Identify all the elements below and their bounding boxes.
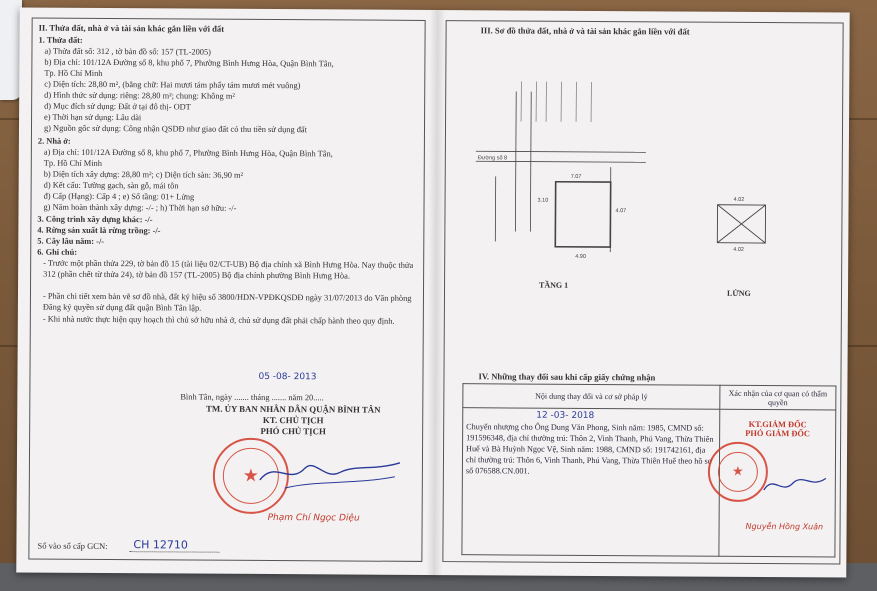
confirm-signature <box>760 470 830 500</box>
section2-title: II. Thửa đất, nhà ở và tài sản khác gắn liền với đất <box>38 22 225 34</box>
land-heading: 1. Thửa đất: <box>38 35 83 45</box>
house-structure: d) Kết cấu: Tường gạch, sàn gỗ, mái tôn <box>43 180 179 191</box>
changes-col-content: Nội dung thay đổi và cơ sở pháp lý <box>463 384 720 410</box>
land-address-city: Tp. Hồ Chí Minh <box>44 68 103 78</box>
issue-date-handwritten: 05 -08- 2013 <box>258 371 317 383</box>
place-date-line: Bình Tân, ngày ....... tháng ....... năm 20..... <box>180 392 324 403</box>
signature <box>255 450 405 501</box>
right-page <box>436 10 849 577</box>
plan-dim-right: 4.07 <box>615 208 627 215</box>
mezzanine-plan <box>709 193 779 253</box>
note-1: - Trước một phần thửa 229, tờ bản đồ 15 (tài liệu 02/CT-UB) Bộ địa chính xã Bình Hưng Hòa. Nay thuộc thửa 312 (phần chết từ thửa 24), tờ bản đồ 157 (TL-2005) Bộ địa chính phường Bình Hưng Hòa. <box>43 258 414 281</box>
house-completion: g) Năm hoàn thành xây dựng: -/- ; h) Thời hạn sở hữu: -/- <box>43 202 237 213</box>
registry-number: CH 12710 <box>133 538 188 552</box>
planted-forest: 4. Rừng sản xuất là rừng trồng: -/- <box>37 225 161 236</box>
section4-title: IV. Những thay đổi sau khi cấp giấy chứng nhận <box>478 371 656 383</box>
land-term: e) Thời hạn sử dụng: Lâu dài <box>44 112 142 123</box>
star-icon: ★ <box>732 464 744 480</box>
change-text: Chuyển nhượng cho Ông Dung Văn Phong, Sinh năm: 1985, CMND số: 191596348, địa chỉ thường trú: Thôn 2, Vinh Thanh, Phú Vang, Thừa Thiên Huế và Bà Huỳnh Ngọc Vệ, Sinh năm: 1988, CMND số: 191742161, địa chỉ thường trú: Thôn 6, Vinh Thanh, Phú Vang, Thừa Thiên Huế theo hồ sơ số 076588.CN.001. <box>465 422 714 476</box>
registry-label: Số vào sổ cấp GCN: <box>37 540 108 552</box>
changes-table <box>461 383 836 557</box>
land-purpose: d) Mục đích sử dụng: Đất ở tại đô thị- ODT <box>44 101 191 112</box>
perennial-trees: 5. Cây lâu năm: -/- <box>37 236 105 246</box>
house-grade: đ) Cấp (Hạng): Cấp 4 ; e) Số tầng: 01+ Lửng <box>43 191 195 202</box>
note-2: - Phần chi tiết xem bản vẽ sơ đồ nhà, đất ký hiệu số 3800/HDN-VPĐKQSDĐ ngày 31/07/2013 do Văn phòng Đăng ký quyền sử dụng đất quận Bình Tân lập. <box>42 291 412 313</box>
plan-dim-bottom: 4.90 <box>575 253 586 260</box>
house-address-city: Tp. Hồ Chí Minh <box>43 158 102 168</box>
section3-title: III. Sơ đồ thửa đất, nhà ở và tài sản khác gắn liền với đất <box>480 25 690 37</box>
land-usage-form: d) Hình thức sử dụng: riêng: 28,80 m²; chung: Không m² <box>44 90 235 101</box>
issuer-org: TM. ỦY BAN NHÂN DÂN QUẬN BÌNH TÂN <box>206 403 381 415</box>
house-address: a) Địa chỉ: 101/12A Đường số 8, khu phố 7, Phường Bình Hưng Hòa, Quận Bình Tân, <box>43 147 333 159</box>
left-page <box>16 7 434 575</box>
land-address: b) Địa chỉ: 101/12A Đường số 8, khu phố 7, Phường Bình Hưng Hòa, Quận Bình Tân, <box>44 57 334 69</box>
notes-heading: 6. Ghi chú: <box>37 247 78 257</box>
issuer-title: PHÓ CHỦ TỊCH <box>260 425 326 437</box>
issuer-role: KT. CHỦ TỊCH <box>262 414 324 426</box>
floor1-label: TẦNG 1 <box>539 280 569 290</box>
confirm-role: KT.GIÁM ĐỐC <box>748 419 807 430</box>
left-page-frame <box>28 18 425 562</box>
changes-col-confirm: Xác nhận của cơ quan có thẩm quyền <box>720 385 836 410</box>
mezzanine-label: LỬNG <box>726 288 751 298</box>
note-3: - Khi nhà nước thực hiện quy hoạch thì chủ sở hữu nhà ở, chủ sử dụng đất phải chấp hành theo quy định. <box>42 314 395 326</box>
land-origin: g) Nguồn gốc sử dụng: Công nhận QSDĐ như giao đất có thu tiền sử dụng đất <box>43 123 308 135</box>
plan-road-label: Đường số 8 <box>477 155 508 162</box>
plan-dim-left: 3.10 <box>537 197 549 204</box>
change-confirmation <box>719 409 836 557</box>
right-page-frame <box>442 20 843 564</box>
signer-name: Phạm Chí Ngọc Diệu <box>267 512 360 524</box>
house-heading: 2. Nhà ở: <box>37 136 71 146</box>
house-area: b) Diện tích xây dựng: 28,80 m²; c) Diện tích sàn: 36,90 m² <box>43 169 244 180</box>
mezz-dim-bottom: 4.02 <box>733 246 745 253</box>
floor1-plan <box>475 81 666 272</box>
land-parcel: a) Thửa đất số: 312 , tờ bản đồ số: 157 (TL-2005) <box>44 46 212 57</box>
change-entry <box>462 408 720 557</box>
plan-dim-top: 7.07 <box>570 173 582 180</box>
registry-underline <box>129 551 219 553</box>
confirm-signer: Nguyễn Hồng Xuân <box>745 521 824 532</box>
confirm-title: PHÓ GIÁM ĐỐC <box>745 428 810 439</box>
change-date: 12 -03- 2018 <box>536 410 595 421</box>
land-area: c) Diện tích: 28,80 m², (bằng chữ: Hai mươi tám phẩy tám mươi mét vuông) <box>44 79 301 91</box>
mezz-dim-top: 4.02 <box>733 196 745 203</box>
star-icon: ★ <box>242 465 260 487</box>
land-certificate <box>16 7 849 577</box>
other-construction: 3. Công trình xây dựng khác: -/- <box>37 214 153 225</box>
